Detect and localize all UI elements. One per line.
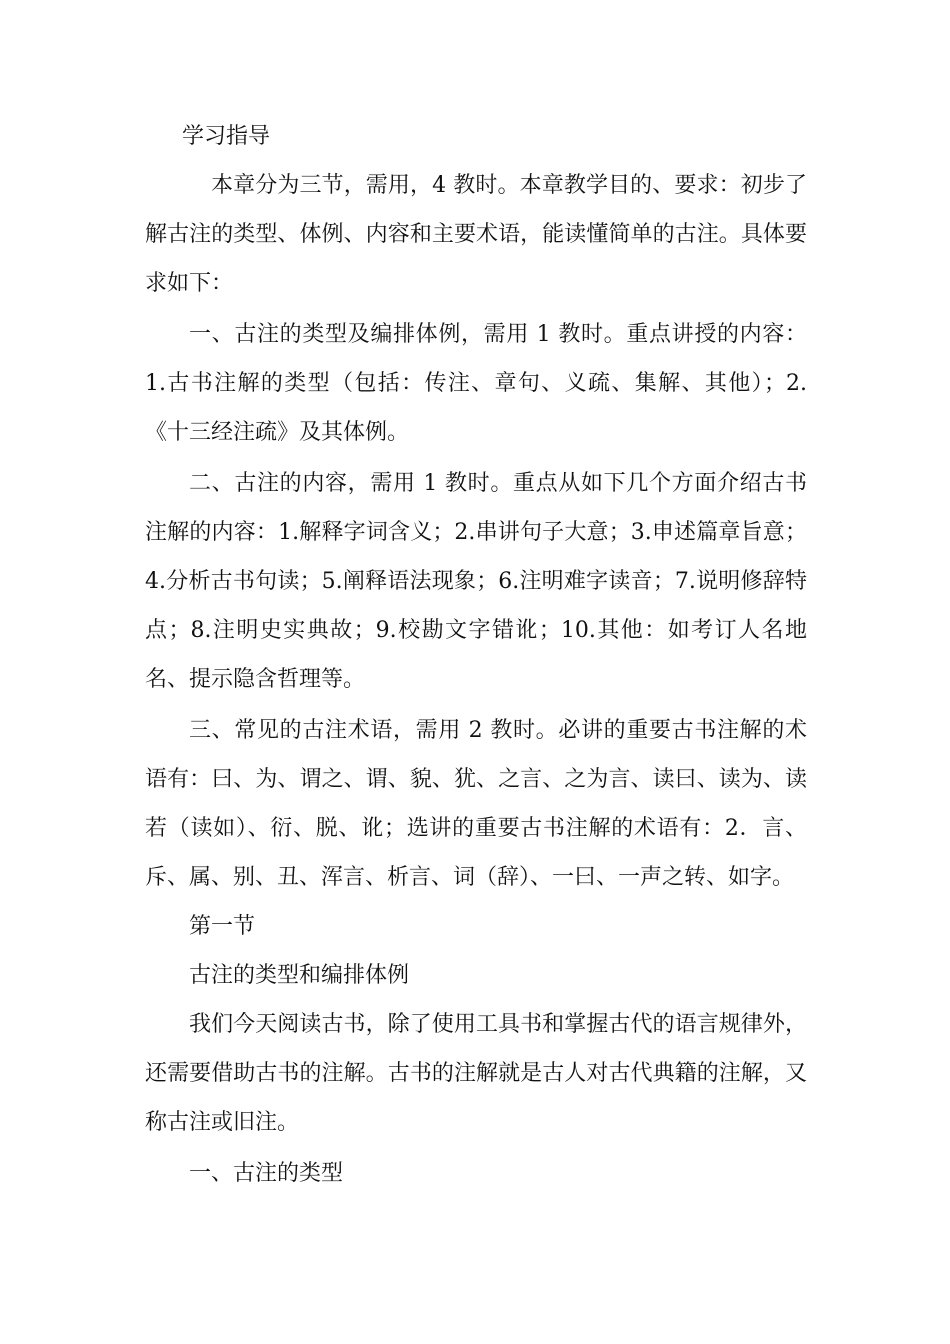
section-title: 古注的类型和编排体例 — [189, 963, 410, 988]
requirement-paragraph-1: 一、古注的类型及编排体例，需用 1 教时。重点讲授的内容： 1.古书注解的类型（包括：传注、章句、义疏、集解、其他）；2.《十三经注疏》及其体例。 — [145, 322, 807, 445]
document-body — [145, 112, 807, 1198]
subheading: 一、古注的类型 — [189, 1161, 344, 1186]
requirement-paragraph-3: 三、常见的古注术语，需用 2 教时。必讲的重要古书注解的术语有：曰、为、谓之、谓、貌、犹、之言、之为言、读曰、读为、读若（读如）、衍、脱、讹；选讲的重要古书注解的术语有：2．言、斥、属、别、丑、浑言、析言、词（辞）、一曰、一声之转、如字。 — [145, 718, 807, 890]
requirement-paragraph-2: 二、古注的内容，需用 1 教时。重点从如下几个方面介绍古书注解的内容：1.解释字词含义；2.串讲句子大意；3.申述篇章旨意；4.分析古书句读；5.阐释语法现象；6.注明难字读音；7.说明修辞特点；8.注明史实典故；9.校勘文字错讹；10.其他：如考订人名地名、提示隐含哲理等。 — [145, 471, 807, 692]
section-label: 第一节 — [189, 914, 256, 939]
page-title: 学习指导 — [182, 124, 271, 149]
intro-paragraph: 本章分为三节，需用，4 教时。本章教学目的、要求：初步了解古注的类型、体例、内容和主要术语，能读懂简单的古注。具体要求如下： — [145, 173, 807, 296]
section-body-paragraph: 我们今天阅读古书，除了使用工具书和掌握古代的语言规律外，还需要借助古书的注解。古书的注解就是古人对古代典籍的注解，又称古注或旧注。 — [145, 1012, 807, 1135]
